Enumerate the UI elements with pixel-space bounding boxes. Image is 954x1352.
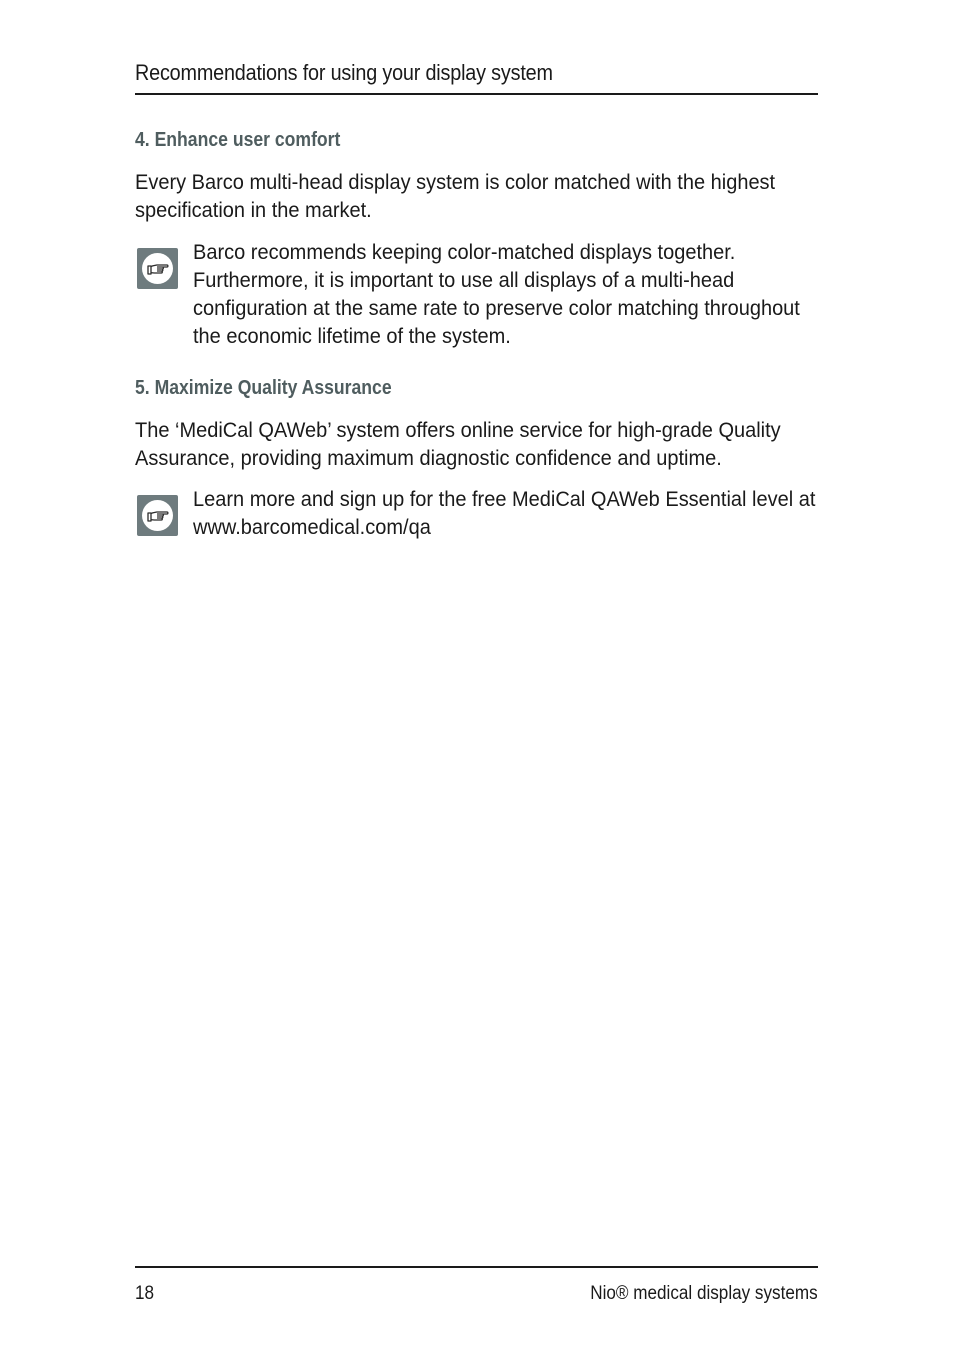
pointing-hand-icon — [137, 495, 178, 536]
header-rule — [135, 93, 818, 95]
note-text: Barco recommends keeping color-matched displays together. Furthermore, it is important to use all displays of a multi-head configuration at the same rate to preserve color matching throughout the economic lifetime of the system. — [193, 240, 800, 348]
section-heading: 5. Maximize Quality Assurance — [135, 377, 392, 399]
note-text: Learn more and sign up for the free MediCal QAWeb Essential level at www.barcomedical.com/qa — [193, 487, 816, 539]
pointing-hand-icon — [137, 248, 178, 289]
header-title: Recommendations for using your display system — [135, 60, 553, 85]
section-body: Every Barco multi-head display system is color matched with the highest specification in the market. — [135, 170, 776, 222]
section-body: The ‘MediCal QAWeb’ system offers online service for high-grade Quality Assurance, providing maximum diagnostic confidence and uptime. — [135, 418, 781, 470]
footer-rule — [135, 1266, 818, 1268]
section-heading: 4. Enhance user comfort — [135, 129, 341, 151]
footer-product-name: Nio® medical display systems — [590, 1283, 818, 1304]
page-number: 18 — [135, 1283, 155, 1304]
